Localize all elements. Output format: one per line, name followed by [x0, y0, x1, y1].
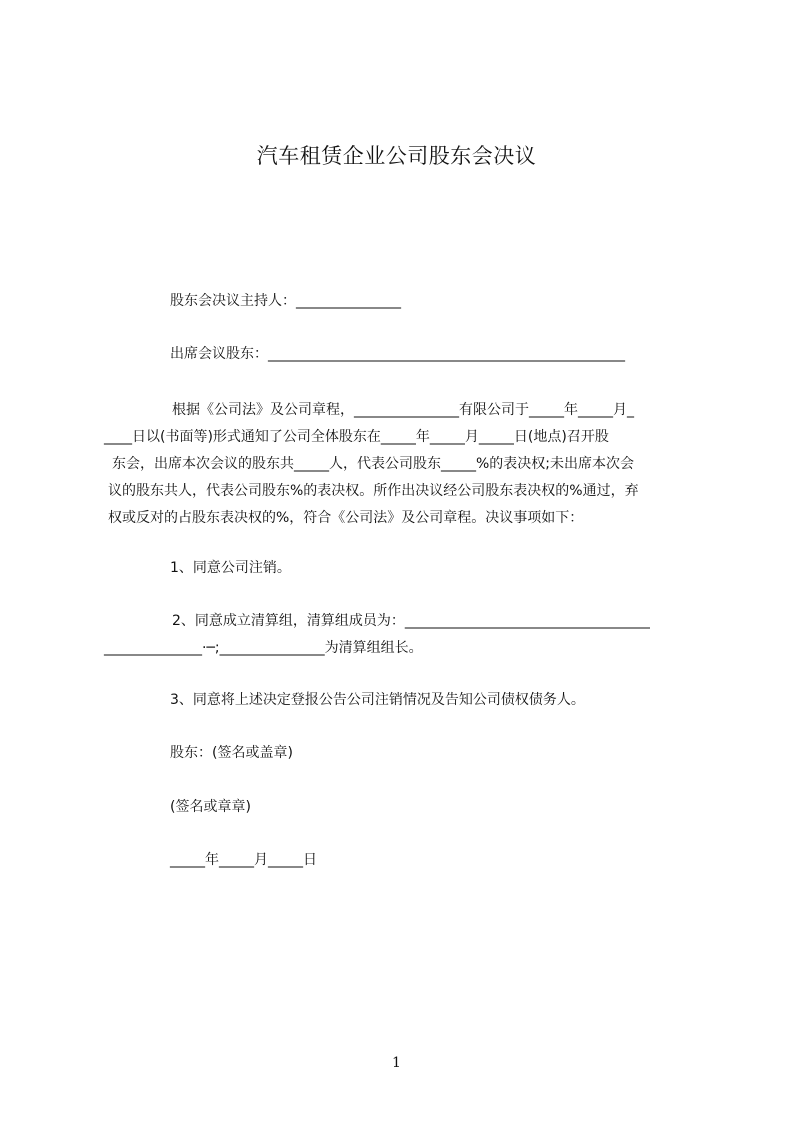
page-number: 1	[392, 1055, 401, 1071]
shareholder-signature-line: 股东：(签名或盖章)	[170, 745, 293, 761]
resolution-paragraph	[104, 397, 700, 532]
paragraph-line: 权或反对的占股东表决权的%，符合《公司法》及公司章程。决议事项如下：	[108, 510, 584, 526]
resolution-item-1: 1、同意公司注销。	[170, 560, 291, 576]
resolution-item-3: 3、同意将上述决定登报公告公司注销情况及告知公司债权债务人。	[170, 692, 585, 708]
paragraph-line: 议的股东共人，代表公司股东%的表决权。所作出决议经公司股东表决权的%通过，弃	[108, 483, 639, 499]
attendees-line: 出席会议股东：___________________________________________________	[170, 346, 625, 362]
paragraph-line: ____日以(书面等)形式通知了公司全体股东在_____年_____月_____日(地点)召开股	[104, 429, 609, 445]
date-line: _____年_____月_____日	[170, 852, 317, 868]
resolution-item-2-line-2: ______________·─;_______________为清算组组长。	[104, 640, 423, 656]
document-title: 汽车租赁企业公司股东会决议	[256, 144, 537, 168]
resolution-item-2-line-1: 2、同意成立清算组，清算组成员为：___________________________________	[172, 613, 650, 629]
paragraph-line: 东会，出席本次会议的股东共_____人，代表公司股东_____%的表决权;未出席本次会	[112, 456, 635, 472]
paragraph-line: 根据《公司法》及公司章程，_______________有限公司于_____年_____月_	[172, 402, 634, 418]
signature-seal-line: (签名或章章)	[170, 799, 251, 815]
host-line: 股东会决议主持人：_______________	[170, 293, 401, 309]
